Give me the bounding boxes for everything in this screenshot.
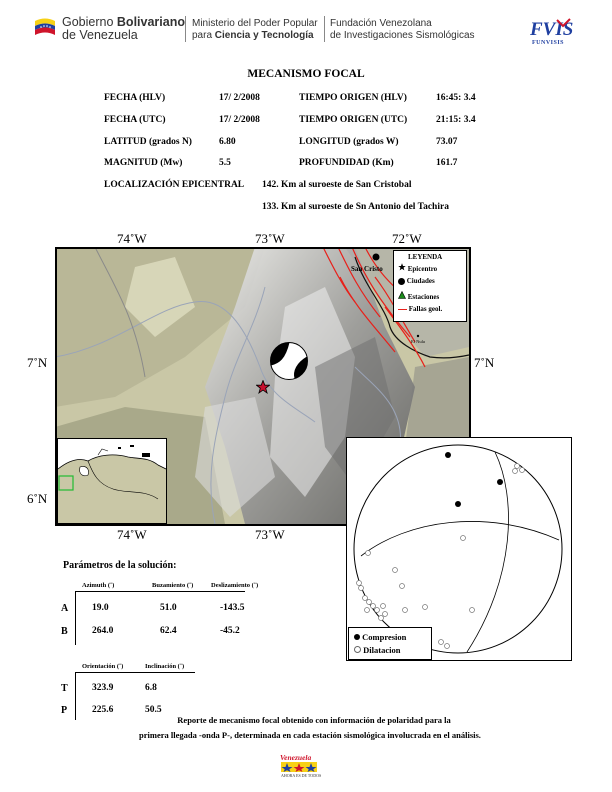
axis-p-orientacion: 225.6: [92, 705, 114, 715]
tiempo-origen-hlv-value: 16:45: 3.4: [436, 93, 476, 103]
svg-text:FVIS: FVIS: [530, 19, 574, 40]
plane-a-azimuth: 19.0: [92, 603, 109, 613]
header-inclinacion: Inclinación (˚): [145, 663, 185, 670]
profundidad-label: PROFUNDIDAD (Km): [299, 158, 394, 168]
planes-table-hline: [75, 591, 245, 592]
city-dot-icon: [398, 278, 405, 285]
plane-a-label: A: [61, 603, 69, 614]
venezuela-flag-icon: [34, 15, 56, 37]
venezuela-footer-logo: [277, 752, 321, 778]
legend-compression: Compresion: [354, 632, 406, 642]
lat-label-left-6n: 6˚N: [27, 491, 48, 506]
header-deslizamiento: Deslizamiento (˚): [211, 582, 259, 589]
plane-b-azimuth: 264.0: [92, 626, 114, 636]
plane-a-buzamiento: 51.0: [160, 603, 177, 613]
footer-line-1: Reporte de mecanismo focal obtenido con información de polaridad para la: [177, 715, 451, 725]
legend-dilatation: Dilatacion: [354, 645, 400, 655]
axis-t-label: T: [61, 683, 68, 694]
magnitud-value: 5.5: [219, 158, 231, 168]
axis-p-inclinacion: 50.5: [145, 705, 162, 715]
lon-label-top-74: 74˚W: [117, 231, 147, 246]
axes-table-hline: [75, 672, 195, 673]
longitud-label: LONGITUD (grados W): [299, 137, 399, 147]
latitud-label: LATITUD (grados N): [104, 137, 192, 147]
header-buzamiento: Buzamiento (˚): [152, 582, 194, 589]
lat-label-left-7n: 7˚N: [27, 355, 48, 370]
legend-fallas: Fallas geol.: [398, 305, 442, 313]
fecha-hlv-label: FECHA (HLV): [104, 93, 166, 103]
lon-label-top-72: 72˚W: [392, 231, 422, 246]
header-divider: [185, 16, 186, 42]
funvisis-logo: [528, 16, 574, 46]
page-title: MECANISMO FOCAL: [247, 68, 365, 80]
town-label: El Nula: [411, 339, 425, 344]
plane-a-deslizamiento: -143.5: [220, 603, 245, 613]
svg-text:AHORA ES DE TODOS: AHORA ES DE TODOS: [281, 773, 321, 778]
filled-circle-icon: [354, 634, 360, 640]
stereonet-panel: [346, 437, 572, 661]
axes-table-vline: [75, 672, 76, 720]
latitud-value: 6.80: [219, 137, 236, 147]
fundacion-text: Fundación Venezolana de Investigaciones Sismológicas: [330, 18, 475, 41]
plane-b-deslizamiento: -45.2: [220, 626, 240, 636]
axis-p-label: P: [61, 705, 68, 716]
stereonet-legend: [348, 627, 432, 660]
city-label-san-cristobal: San Cristo: [351, 265, 383, 273]
lon-label-bottom-74: 74˚W: [117, 527, 147, 542]
legend-epicentro: Epicentro: [398, 263, 437, 273]
fecha-hlv-value: 17/ 2/2008: [219, 93, 260, 103]
inset-location-map: [57, 438, 167, 524]
focal-mechanism-beachball: [269, 341, 309, 381]
axis-t-orientacion: 323.9: [92, 683, 114, 693]
open-circle-icon: [354, 646, 361, 653]
lat-label-right-7n: 7˚N: [474, 355, 495, 370]
header-divider: [324, 16, 325, 42]
localizacion-label: LOCALIZACIÓN EPICENTRAL: [104, 180, 245, 190]
ministerio-text: Ministerio del Poder Popular para Ciencia y Tecnología: [192, 18, 318, 41]
tiempo-origen-utc-label: TIEMPO ORIGEN (UTC): [299, 115, 408, 125]
legend-title: LEYENDA: [408, 253, 443, 261]
fecha-utc-value: 17/ 2/2008: [219, 115, 260, 125]
magnitud-label: MAGNITUD (Mw): [104, 158, 183, 168]
profundidad-value: 161.7: [436, 158, 458, 168]
header-orientacion: Orientación (˚): [82, 663, 124, 670]
epicenter-star-icon: [256, 380, 270, 394]
header-azimuth: Azimuth (˚): [82, 582, 115, 589]
svg-text:Venezuela: Venezuela: [280, 753, 312, 762]
localizacion-line-2: 133. Km al suroeste de Sn Antonio del Tachira: [262, 202, 449, 212]
lon-label-top-73: 73˚W: [255, 231, 285, 246]
lon-label-bottom-73: 73˚W: [255, 527, 285, 542]
fault-line-icon: [398, 309, 407, 311]
footer-line-2: primera llegada -onda P-, determinada en cada estación sismológica involucrada en el análisis.: [139, 730, 481, 740]
fecha-utc-label: FECHA (UTC): [104, 115, 166, 125]
star-icon: [398, 263, 406, 273]
gobierno-logo-text: Gobierno Bolivariano de Venezuela: [62, 15, 185, 42]
plane-b-buzamiento: 62.4: [160, 626, 177, 636]
solution-heading: Parámetros de la solución:: [63, 560, 177, 571]
tiempo-origen-utc-value: 21:15: 3.4: [436, 115, 476, 125]
station-triangle-icon: [398, 291, 406, 301]
axis-t-inclinacion: 6.8: [145, 683, 157, 693]
map-legend: [393, 250, 467, 322]
longitud-value: 73.07: [436, 137, 458, 147]
legend-ciudades: Ciudades: [398, 277, 435, 285]
legend-estaciones: Estaciones: [398, 291, 439, 301]
planes-table-vline: [75, 591, 76, 645]
localizacion-line-1: 142. Km al suroeste de San Cristobal: [262, 180, 412, 190]
tiempo-origen-hlv-label: TIEMPO ORIGEN (HLV): [299, 93, 407, 103]
svg-text:FUNVISIS: FUNVISIS: [532, 40, 565, 46]
plane-b-label: B: [61, 626, 68, 637]
